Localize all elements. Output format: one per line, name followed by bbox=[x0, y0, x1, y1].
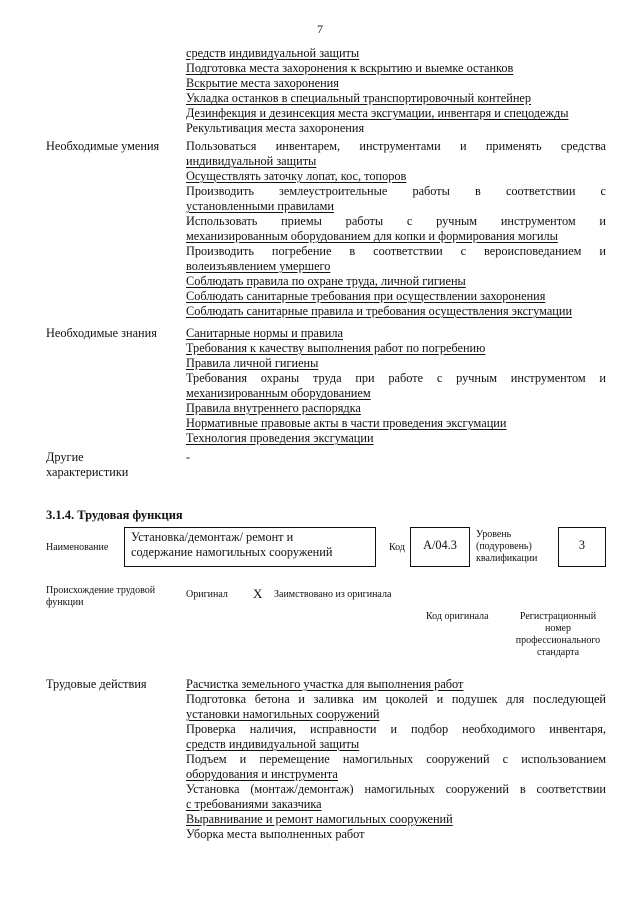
code-value: А/04.3 bbox=[423, 538, 457, 552]
other-section bbox=[46, 450, 606, 480]
skill-item: Соблюдать правила по охране труда, личной гигиены bbox=[186, 274, 466, 288]
action-item: Проверка наличия, исправности и подбор необходимого инвентаря, средств индивидуальной защиты bbox=[186, 722, 606, 751]
original-mark: X bbox=[253, 586, 263, 601]
skill-item: Соблюдать санитарные правила и требования осуществления эксгумации bbox=[186, 304, 573, 318]
registration-number-label: Регистрационный номер профессионального стандарта bbox=[515, 611, 601, 658]
top-line: Укладка останков в специальный транспортировочный контейнер bbox=[186, 91, 532, 105]
knowledge-item: Правила внутреннего распорядка bbox=[186, 401, 361, 415]
skill-item: Использовать приемы работы с ручным инструментом и механизированным оборудованием для копки и формирования могилы bbox=[186, 214, 606, 243]
knowledge-label: Необходимые знания bbox=[46, 326, 157, 340]
skill-item: Производить погребение в соответствии с вероисповеданием и волеизъявлением умершего bbox=[186, 244, 606, 273]
top-continuation bbox=[46, 46, 606, 136]
code-label: Код bbox=[389, 542, 405, 553]
skill-item: Соблюдать санитарные требования при осуществлении захоронения bbox=[186, 289, 546, 303]
name-label: Наименование bbox=[46, 542, 109, 553]
knowledge-item: Технология проведения эксгумации bbox=[186, 431, 374, 445]
page-number: 7 bbox=[317, 22, 323, 36]
origin-label: Происхождение трудовой функции bbox=[46, 585, 156, 608]
level-label: Уровень (подуровень) квалификации bbox=[476, 529, 538, 564]
action-item: Расчистка земельного участка для выполнения работ bbox=[186, 677, 464, 691]
knowledge-section bbox=[46, 326, 606, 446]
skill-item: Производить землеустроительные работы в соответствии с установленными правилами bbox=[186, 184, 606, 213]
actions-section bbox=[46, 677, 606, 842]
top-line: средств индивидуальной защиты bbox=[186, 46, 360, 60]
knowledge-item: Нормативные правовые акты в части проведения эксгумации bbox=[186, 416, 507, 430]
top-line: Подготовка места захоронения к вскрытию и выемке останков bbox=[186, 61, 514, 75]
action-item: Подъем и перемещение намогильных сооружений с использованием оборудования и инструмента bbox=[186, 752, 606, 781]
actions-label: Трудовые действия bbox=[46, 677, 147, 691]
knowledge-item: Санитарные нормы и правила bbox=[186, 326, 343, 340]
skill-item: Пользоваться инвентарем, инструментами и применять средства индивидуальной защиты bbox=[186, 139, 606, 168]
action-item: Уборка места выполненных работ bbox=[186, 827, 365, 841]
skill-item: Осуществлять заточку лопат, кос, топоров bbox=[186, 169, 407, 183]
skills-section bbox=[46, 139, 606, 319]
other-label: характеристики bbox=[46, 465, 129, 479]
top-line: Дезинфекция и дезинсекция места эксгумации, инвентаря и спецодежды bbox=[186, 106, 569, 120]
function-title: 3.1.4. Трудовая функция bbox=[46, 508, 183, 522]
knowledge-item: Требования охраны труда при работе с ручным инструментом и механизированным оборудованием bbox=[186, 371, 606, 400]
level-box bbox=[558, 527, 606, 567]
knowledge-item: Правила личной гигиены bbox=[186, 356, 319, 370]
code-box bbox=[410, 527, 470, 567]
function-name-box bbox=[124, 527, 376, 567]
action-item: Выравнивание и ремонт намогильных сооружений bbox=[186, 812, 453, 826]
original-code-label: Код оригинала bbox=[426, 611, 489, 622]
other-value: - bbox=[186, 450, 191, 464]
knowledge-item: Требования к качеству выполнения работ по погребению bbox=[186, 341, 486, 355]
top-line: Рекультивация места захоронения bbox=[186, 121, 365, 135]
skills-label: Необходимые умения bbox=[46, 139, 160, 153]
function-name: содержание намогильных сооружений bbox=[131, 545, 333, 559]
level-value: 3 bbox=[578, 538, 586, 552]
top-line: Вскрытие места захоронения bbox=[186, 76, 339, 90]
other-label: Другие bbox=[46, 450, 84, 464]
borrowed-label: Заимствовано из оригинала bbox=[274, 589, 392, 600]
original-label: Оригинал bbox=[186, 589, 228, 600]
action-item: Установка (монтаж/демонтаж) намогильных сооружений в соответствии с требованиями заказчика bbox=[186, 782, 606, 811]
action-item: Подготовка бетона и заливка им цоколей и подушек для последующей установки намогильных сооружений bbox=[186, 692, 606, 721]
function-name: Установка/демонтаж/ ремонт и bbox=[131, 530, 294, 544]
